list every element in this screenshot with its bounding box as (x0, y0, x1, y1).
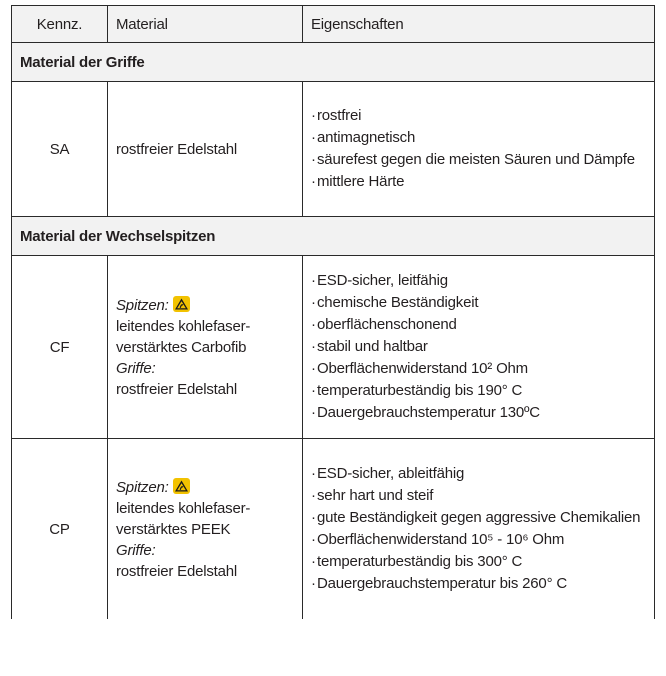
materials-table (11, 5, 655, 619)
code-cell: CF (12, 256, 108, 439)
property-item: · mittlere Härte (311, 171, 654, 193)
grips-label: Griffe: (116, 541, 156, 559)
section-row-tips (12, 217, 655, 256)
property-item: · säurefest gegen die meisten Säuren und Dämpfe (311, 149, 654, 171)
property-item: · gute Beständigkeit gegen aggressive Chemikalien (311, 507, 654, 529)
property-item: · stabil und haltbar (311, 336, 654, 358)
table-row (12, 82, 655, 217)
property-item: · rostfrei (311, 105, 654, 127)
properties-cell (303, 439, 655, 620)
properties-cell (303, 82, 655, 217)
property-item: · antimagnetisch (311, 127, 654, 149)
esd-warning-icon (173, 478, 190, 494)
property-item: · chemische Beständigkeit (311, 292, 654, 314)
property-item: · temperaturbeständig bis 190° C (311, 380, 654, 402)
properties-list (311, 270, 654, 424)
property-item: · ESD-sicher, leitfähig (311, 270, 654, 292)
property-item: · Oberflächenwiderstand 10⁵ - 10⁶ Ohm (311, 529, 654, 551)
property-item: · sehr hart und steif (311, 485, 654, 507)
code-cell: SA (12, 82, 108, 217)
tips-label: Spitzen: (116, 478, 169, 496)
tips-material-line: leitendes kohlefaser- (116, 317, 251, 335)
properties-list (311, 105, 654, 193)
material-cell (108, 439, 303, 620)
section-row-grips (12, 43, 655, 82)
property-item: · oberflächenschonend (311, 314, 654, 336)
header-code: Kennz. (12, 6, 108, 43)
property-item: · temperaturbeständig bis 300° C (311, 551, 654, 573)
tips-label: Spitzen: (116, 296, 169, 314)
material-cell: rostfreier Edelstahl (108, 82, 303, 217)
grips-label: Griffe: (116, 359, 156, 377)
grips-material: rostfreier Edelstahl (116, 562, 238, 580)
table-header-row (12, 6, 655, 43)
table-row (12, 439, 655, 620)
tips-material-line: verstärktes PEEK (116, 520, 231, 538)
esd-warning-icon (173, 296, 190, 312)
code-cell: CP (12, 439, 108, 620)
section-title: Material der Griffe (12, 43, 655, 82)
property-item: · Dauergebrauchstemperatur bis 260° C (311, 573, 654, 595)
tips-material-line: verstärktes Carbofib (116, 338, 247, 356)
property-item: · Dauergebrauchstemperatur 130ºC (311, 402, 654, 424)
properties-list (311, 463, 654, 595)
header-properties: Eigenschaften (303, 6, 655, 43)
property-item: · ESD-sicher, ableitfähig (311, 463, 654, 485)
material-cell (108, 256, 303, 439)
property-item: · Oberflächenwiderstand 10² Ohm (311, 358, 654, 380)
properties-cell (303, 256, 655, 439)
table-row (12, 256, 655, 439)
grips-material: rostfreier Edelstahl (116, 380, 238, 398)
tips-material-line: leitendes kohlefaser- (116, 499, 251, 517)
section-title: Material der Wechselspitzen (12, 217, 655, 256)
header-material: Material (108, 6, 303, 43)
